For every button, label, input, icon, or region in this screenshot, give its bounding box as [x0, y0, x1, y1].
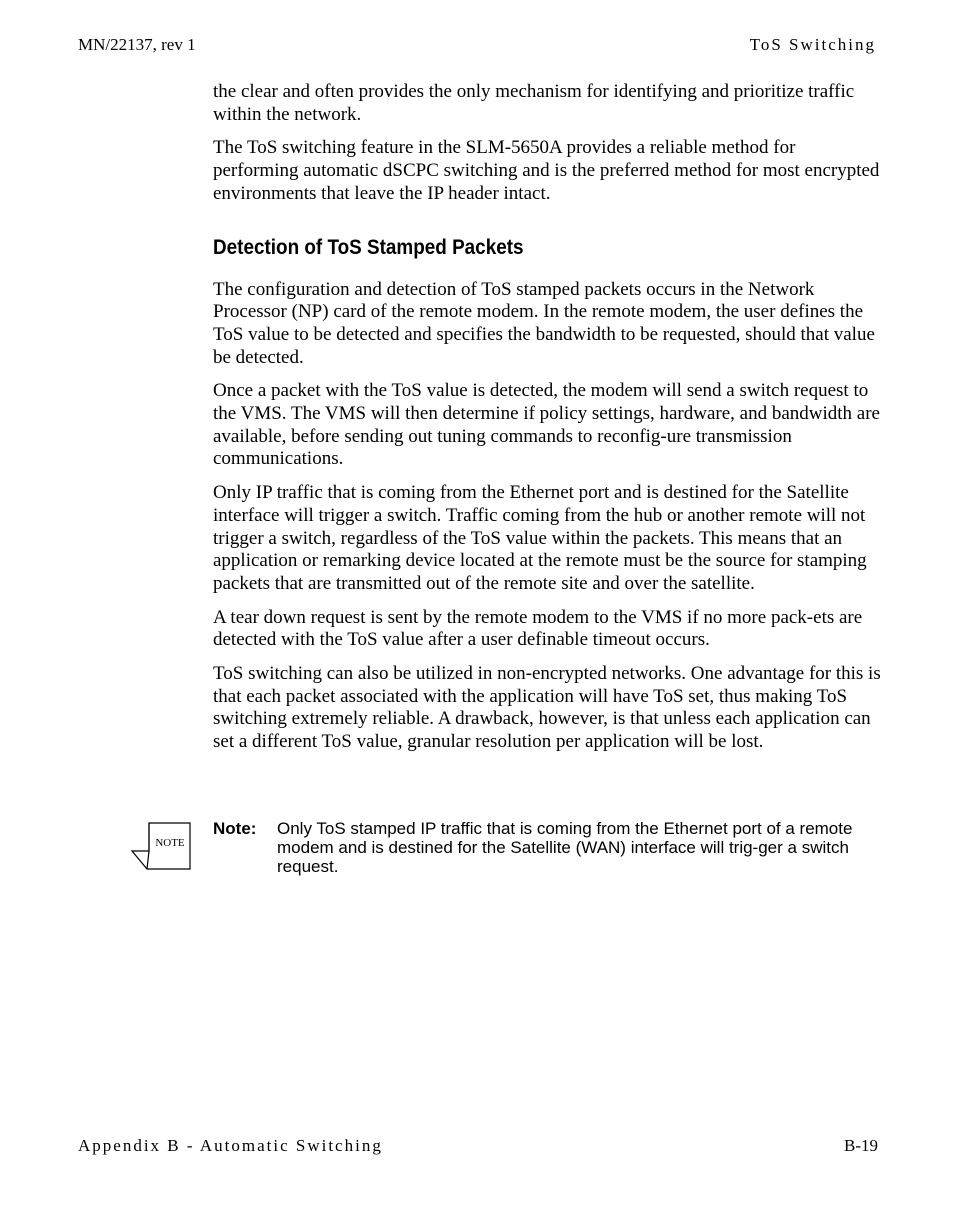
note-block [213, 819, 883, 876]
paragraph-1: The configuration and detection of ToS stamped packets occurs in the Network Processor (NP) card of the remote modem. In the remote modem, the user defines the ToS value to be detected and specifies the bandwidth to be requested, should that value be detected. [213, 278, 875, 368]
main-content [213, 81, 883, 765]
note-label: Note: [213, 819, 257, 838]
section-heading: Detection of ToS Stamped Packets [213, 235, 524, 259]
paragraph-3: Only IP traffic that is coming from the Ethernet port and is destined for the Satellite interface will trigger a switch. Traffic coming from the hub or another remote will not trigger a switch, regardless of the ToS value within the packets. This means that an application or remarking device located at the remote must be the source for stamping packets that are transmitted out of the remote site and over the satellite. [213, 482, 867, 594]
note-text: Only ToS stamped IP traffic that is coming from the Ethernet port of a remote modem and is destined for the Satellite (WAN) interface will trig-ger a switch request. [277, 819, 853, 876]
document-id: MN/22137, rev 1 [78, 35, 196, 54]
paragraph-intro-1: the clear and often provides the only mechanism for identifying and prioritize traffic within the network. [213, 81, 855, 125]
paragraph-intro-2: The ToS switching feature in the SLM-5650A provides a reliable method for performing automatic dSCPC switching and is the preferred method for most encrypted environments that leave the IP header intact. [213, 137, 880, 204]
note-icon [131, 822, 191, 870]
paragraph-4: A tear down request is sent by the remote modem to the VMS if no more pack-ets are detected with the ToS value after a user definable timeout occurs. [213, 606, 863, 651]
page-number: B-19 [844, 1136, 878, 1155]
footer-chapter: Appendix B - Automatic Switching [78, 1136, 383, 1155]
paragraph-5: ToS switching can also be utilized in non-encrypted networks. One advantage for this is that each packet associated with the application will have ToS set, thus making ToS switching extremely reliable. A drawback, however, is that unless each application can set a different ToS value, granular resolution per application will be lost. [213, 663, 881, 753]
paragraph-2: Once a packet with the ToS value is detected, the modem will send a switch request to the VMS. The VMS will then determine if policy settings, hardware, and bandwidth are available, before sending out tuning commands to reconfig-ure transmission communications. [213, 380, 880, 470]
running-section-title: ToS Switching [749, 35, 876, 54]
note-icon-label: NOTE [155, 837, 185, 849]
